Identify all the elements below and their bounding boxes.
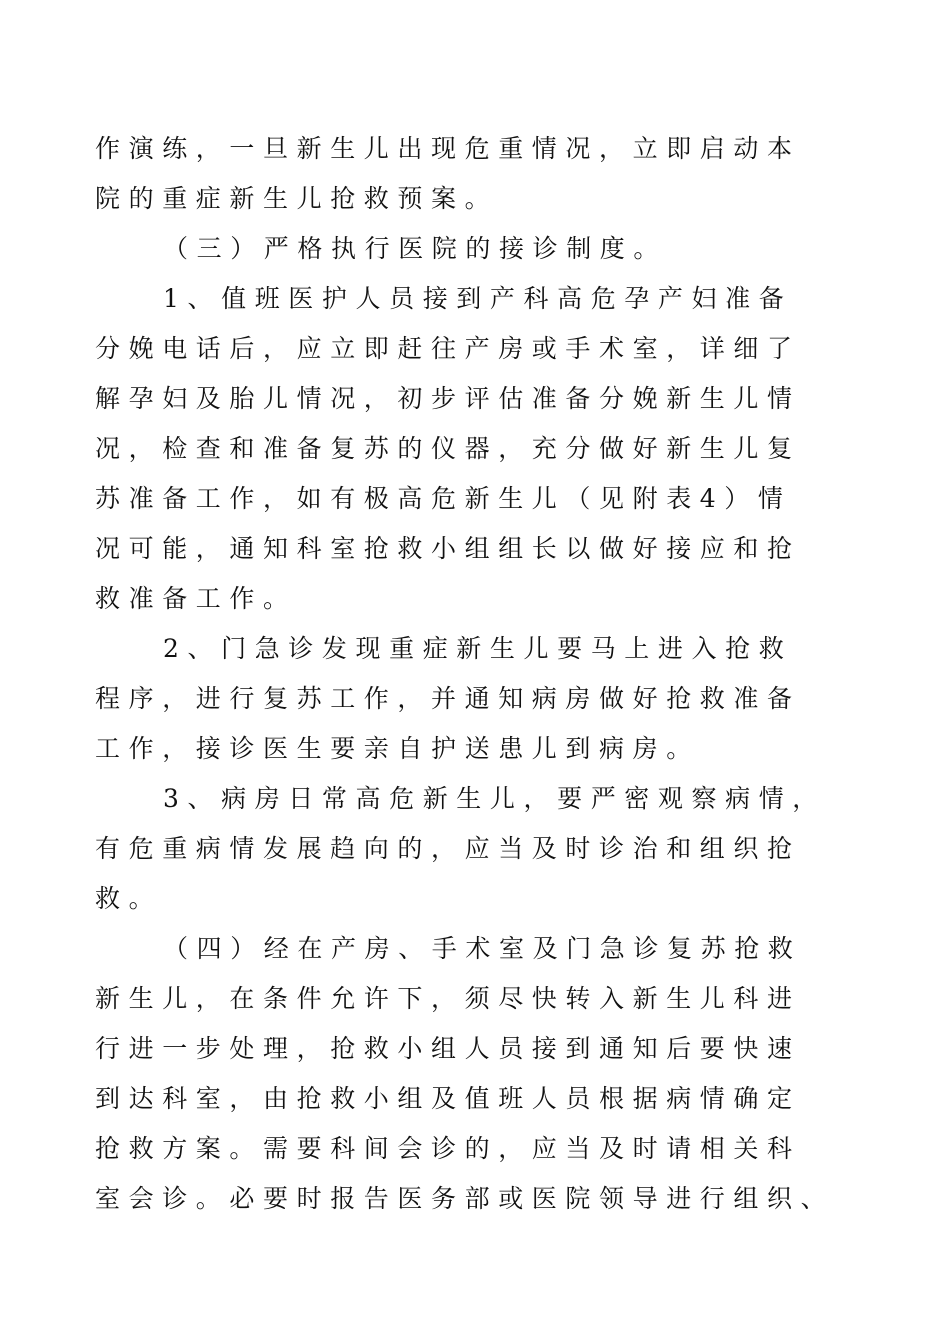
text-line: 分娩电话后，应立即赶往产房或手术室，详细了 — [95, 334, 801, 363]
text-line: 救。 — [95, 884, 163, 913]
text-line: 院的重症新生儿抢救预案。 — [95, 184, 499, 213]
text-line: 工作，接诊医生要亲自护送患儿到病房。 — [95, 734, 700, 763]
text-line: 新生儿，在条件允许下，须尽快转入新生儿科进 — [95, 984, 801, 1013]
text-line: 救准备工作。 — [95, 584, 297, 613]
text-line: 行进一步处理，抢救小组人员接到通知后要快速 — [95, 1034, 801, 1063]
text-line: 2、门急诊发现重症新生儿要马上进入抢救 — [163, 634, 793, 663]
text-line: 1、值班医护人员接到产科高危孕产妇准备 — [163, 284, 793, 313]
section-heading: （四）经在产房、手术室及门急诊复苏抢救 — [163, 934, 802, 963]
section-heading: （三）严格执行医院的接诊制度。 — [163, 234, 668, 263]
text-line: 抢救方案。需要科间会诊的，应当及时请相关科 — [95, 1134, 801, 1163]
text-line: 况可能，通知科室抢救小组组长以做好接应和抢 — [95, 534, 801, 563]
text-line: 作演练，一旦新生儿出现危重情况，立即启动本 — [95, 134, 801, 163]
text-line: 况，检查和准备复苏的仪器，充分做好新生儿复 — [95, 434, 801, 463]
text-line: 到达科室，由抢救小组及值班人员根据病情确定 — [95, 1084, 801, 1113]
text-line: 3、病房日常高危新生儿，要严密观察病情， — [163, 784, 826, 813]
text-line: 有危重病情发展趋向的，应当及时诊治和组织抢 — [95, 834, 801, 863]
text-line: 程序，进行复苏工作，并通知病房做好抢救准备 — [95, 684, 801, 713]
text-line: 室会诊。必要时报告医务部或医院领导进行组织、 — [95, 1184, 835, 1213]
text-line: 苏准备工作，如有极高危新生儿（见附表4）情 — [95, 484, 792, 513]
text-line: 解孕妇及胎儿情况，初步评估准备分娩新生儿情 — [95, 384, 801, 413]
